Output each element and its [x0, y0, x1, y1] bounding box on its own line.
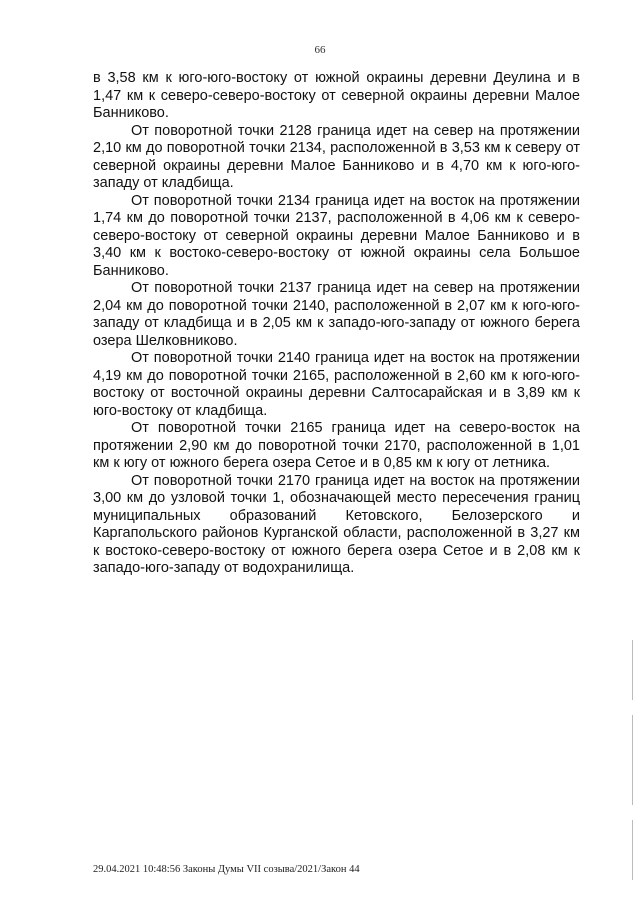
paragraph-6: От поворотной точки 2165 граница идет на северо-восток на протяжении 2,90 км до поворотной точки 2170, расположенной в 1,01 км к югу от южного берега озера Сетое и в 0,85 км к югу от летника.	[93, 420, 580, 471]
page-number: 66	[314, 44, 326, 56]
document-body	[93, 70, 580, 578]
paragraph-2: От поворотной точки 2128 граница идет на север на протяжении 2,10 км до поворотной точки 2134, расположенной в 3,53 км к северу от северной окраины деревни Малое Банниково и в 4,70 км к юго-юго-западу от кладбища.	[93, 122, 580, 191]
paragraph-5: От поворотной точки 2140 граница идет на восток на протяжении 4,19 км до поворотной точки 2165, расположенной в 2,60 км к юго-юго-востоку от восточной окраины деревни Салтосарайская и в 3,89 км к юго-востоку от кладбища.	[93, 350, 580, 419]
paragraph-4: От поворотной точки 2137 граница идет на север на протяжении 2,04 км до поворотной точки 2140, расположенной в 2,07 км к юго-юго-западу от кладбища и в 2,05 км к западо-юго-западу от южного берега озера Шелковниково.	[93, 280, 580, 349]
paragraph-1: в 3,58 км к юго-юго-востоку от южной окраины деревни Деулина и в 1,47 км к северо-северо-востоку от северной окраины деревни Малое Банниково.	[93, 70, 580, 121]
footer-stamp: 29.04.2021 10:48:56 Законы Думы VII созыва/2021/Закон 44	[93, 864, 360, 875]
paragraph-3: От поворотной точки 2134 граница идет на восток на протяжении 1,74 км до поворотной точки 2137, расположенной в 4,06 км к северо-северо-востоку от северной окраины деревни Малое Банниково и в 3,40 км к востоко-северо-востоку от южной окраины села Большое Банниково.	[93, 192, 580, 279]
margin-marks	[630, 640, 636, 890]
paragraph-7: От поворотной точки 2170 граница идет на восток на протяжении 3,00 км до узловой точки 1, обозначающей место пересечения границ муниципальных образований Кетовского, Белозерского и Каргапольского районов Курганской области, расположенной в 3,27 км к востоко-северо-востоку от южного берега озера Сетое и в 2,08 км к западо-юго-западу от водохранилища.	[93, 472, 580, 576]
